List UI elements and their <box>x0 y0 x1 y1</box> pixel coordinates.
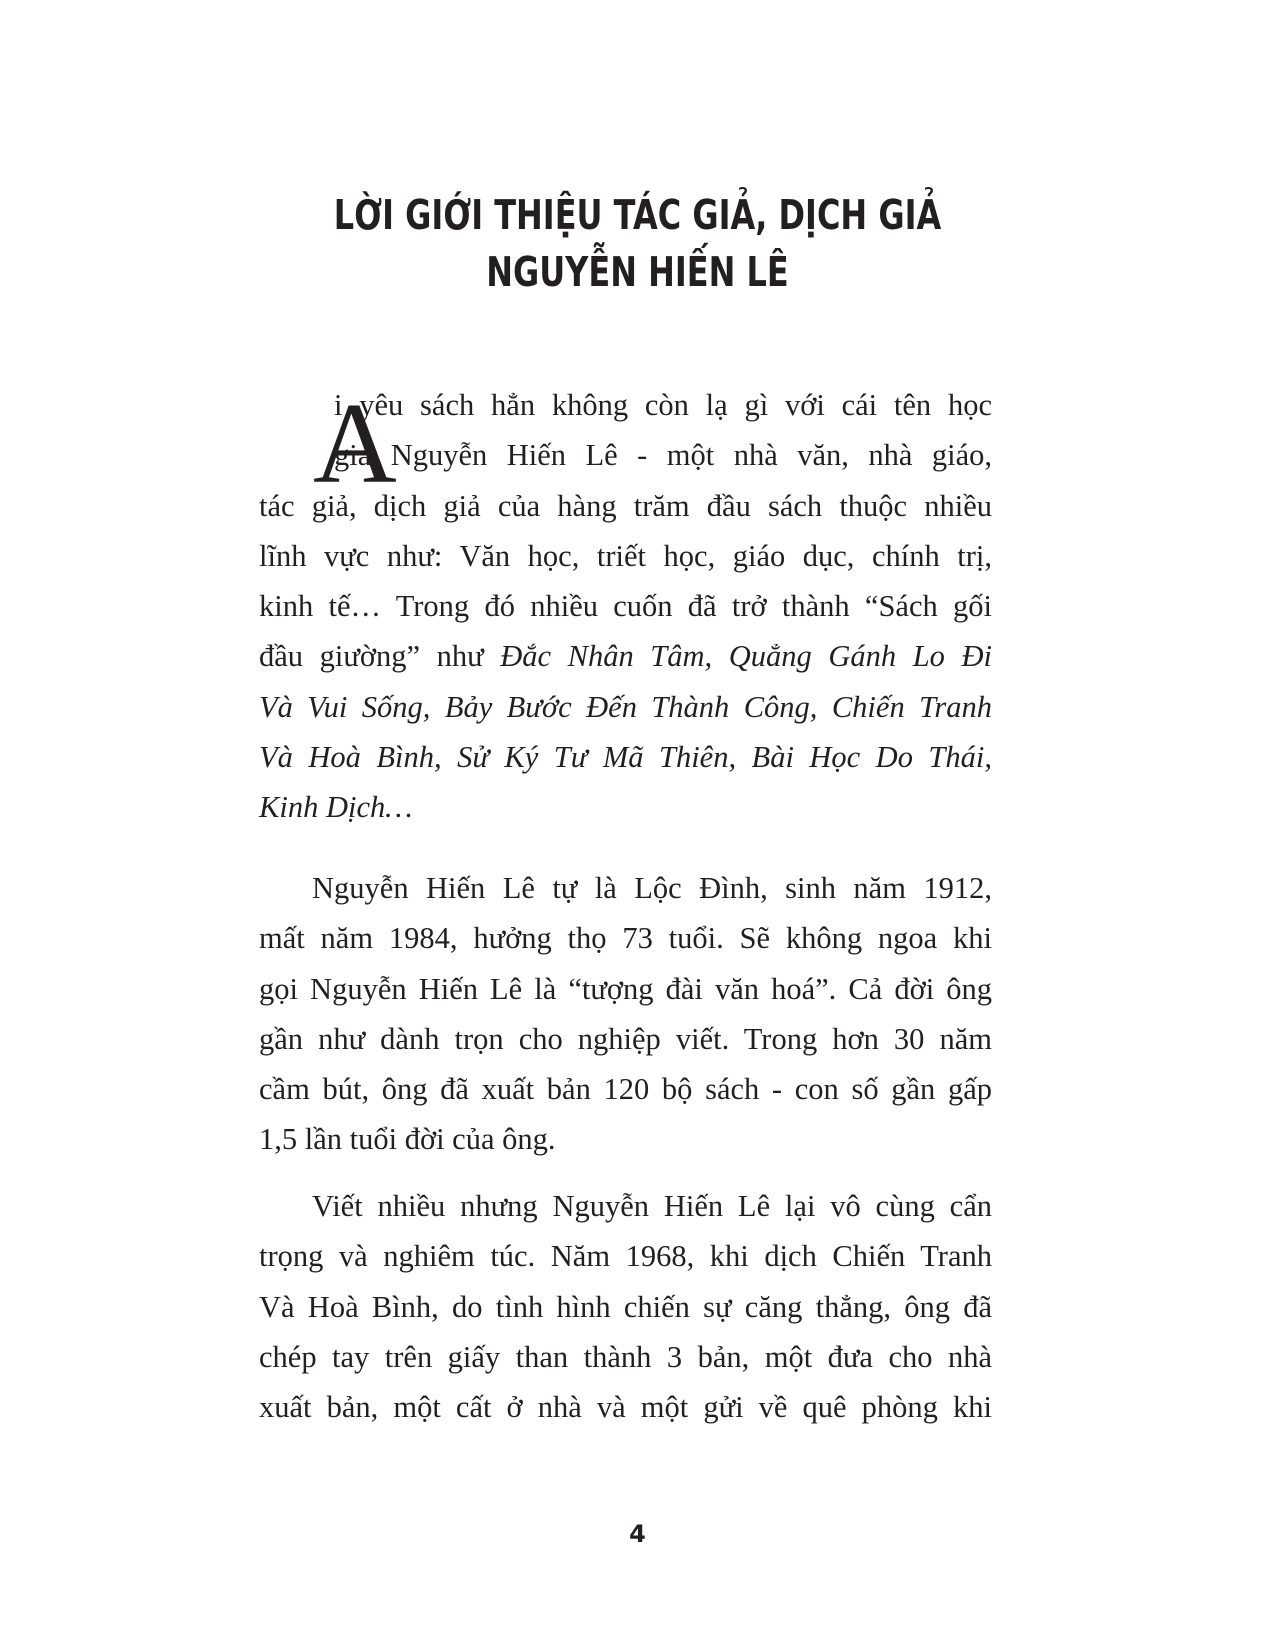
page-number: 4 <box>629 1520 646 1548</box>
text-line: Và Hoà Bình, do tình hình chiến sự căng thẳng, ông đã <box>259 1289 992 1324</box>
book-titles-italic: Và Hoà Bình, Sử Ký Tư Mã Thiên, Bài Học Do Thái, <box>259 740 992 775</box>
chapter-title-line-1: LỜI GIỚI THIỆU TÁC GIẢ, DỊCH GIẢ <box>333 191 942 239</box>
paragraph-intro <box>259 380 992 833</box>
paragraph-biography <box>259 863 992 1165</box>
text-line: gần như dành trọn cho nghiệp viết. Trong hơn 30 năm <box>259 1021 992 1056</box>
text-line: lĩnh vực như: Văn học, triết học, giáo dục, chính trị, <box>259 538 992 573</box>
text-line: gọi Nguyễn Hiến Lê là “tượng đài văn hoá”. Cả đời ông <box>259 971 992 1006</box>
text-line: trọng và nghiêm túc. Năm 1968, khi dịch Chiến Tranh <box>259 1239 992 1274</box>
chapter-title-line-2: NGUYỄN HIẾN LÊ <box>486 248 789 296</box>
text-line: giả Nguyễn Hiến Lê - một nhà văn, nhà giáo, <box>334 438 992 473</box>
text-line: cầm bút, ông đã xuất bản 120 bộ sách - con số gần gấp <box>259 1072 992 1107</box>
paragraph-work-ethic <box>259 1181 992 1432</box>
text-line: Nguyễn Hiến Lê tự là Lộc Đình, sinh năm 1912, <box>312 871 992 905</box>
text-line: i yêu sách hẳn không còn lạ gì với cái tên học <box>334 388 992 422</box>
book-titles-italic: Và Vui Sống, Bảy Bước Đến Thành Công, Chiến Tranh <box>259 689 992 724</box>
text-line: 1,5 lần tuổi đời của ông. <box>259 1122 556 1157</box>
text-line: tác giả, dịch giả của hàng trăm đầu sách thuộc nhiều <box>259 488 992 523</box>
text-line <box>259 631 992 681</box>
text-line: Viết nhiều nhưng Nguyễn Hiến Lê lại vô cùng cẩn <box>312 1189 992 1223</box>
drop-cap: A <box>313 380 397 508</box>
text-line: xuất bản, một cất ở nhà và một gửi về quê phòng khi <box>259 1390 992 1425</box>
text-line: kinh tế… Trong đó nhiều cuốn đã trở thành “Sách gối <box>259 589 992 624</box>
text-fragment: đầu giường” như <box>259 639 501 674</box>
text-line: mất năm 1984, hưởng thọ 73 tuổi. Sẽ không ngoa khi <box>259 921 992 956</box>
text-line: chép tay trên giấy than thành 3 bản, một đưa cho nhà <box>259 1339 992 1374</box>
book-titles-italic: Kinh Dịch… <box>259 790 413 825</box>
book-titles-italic: Đắc Nhân Tâm, Quẳng Gánh Lo Đi <box>500 639 992 674</box>
